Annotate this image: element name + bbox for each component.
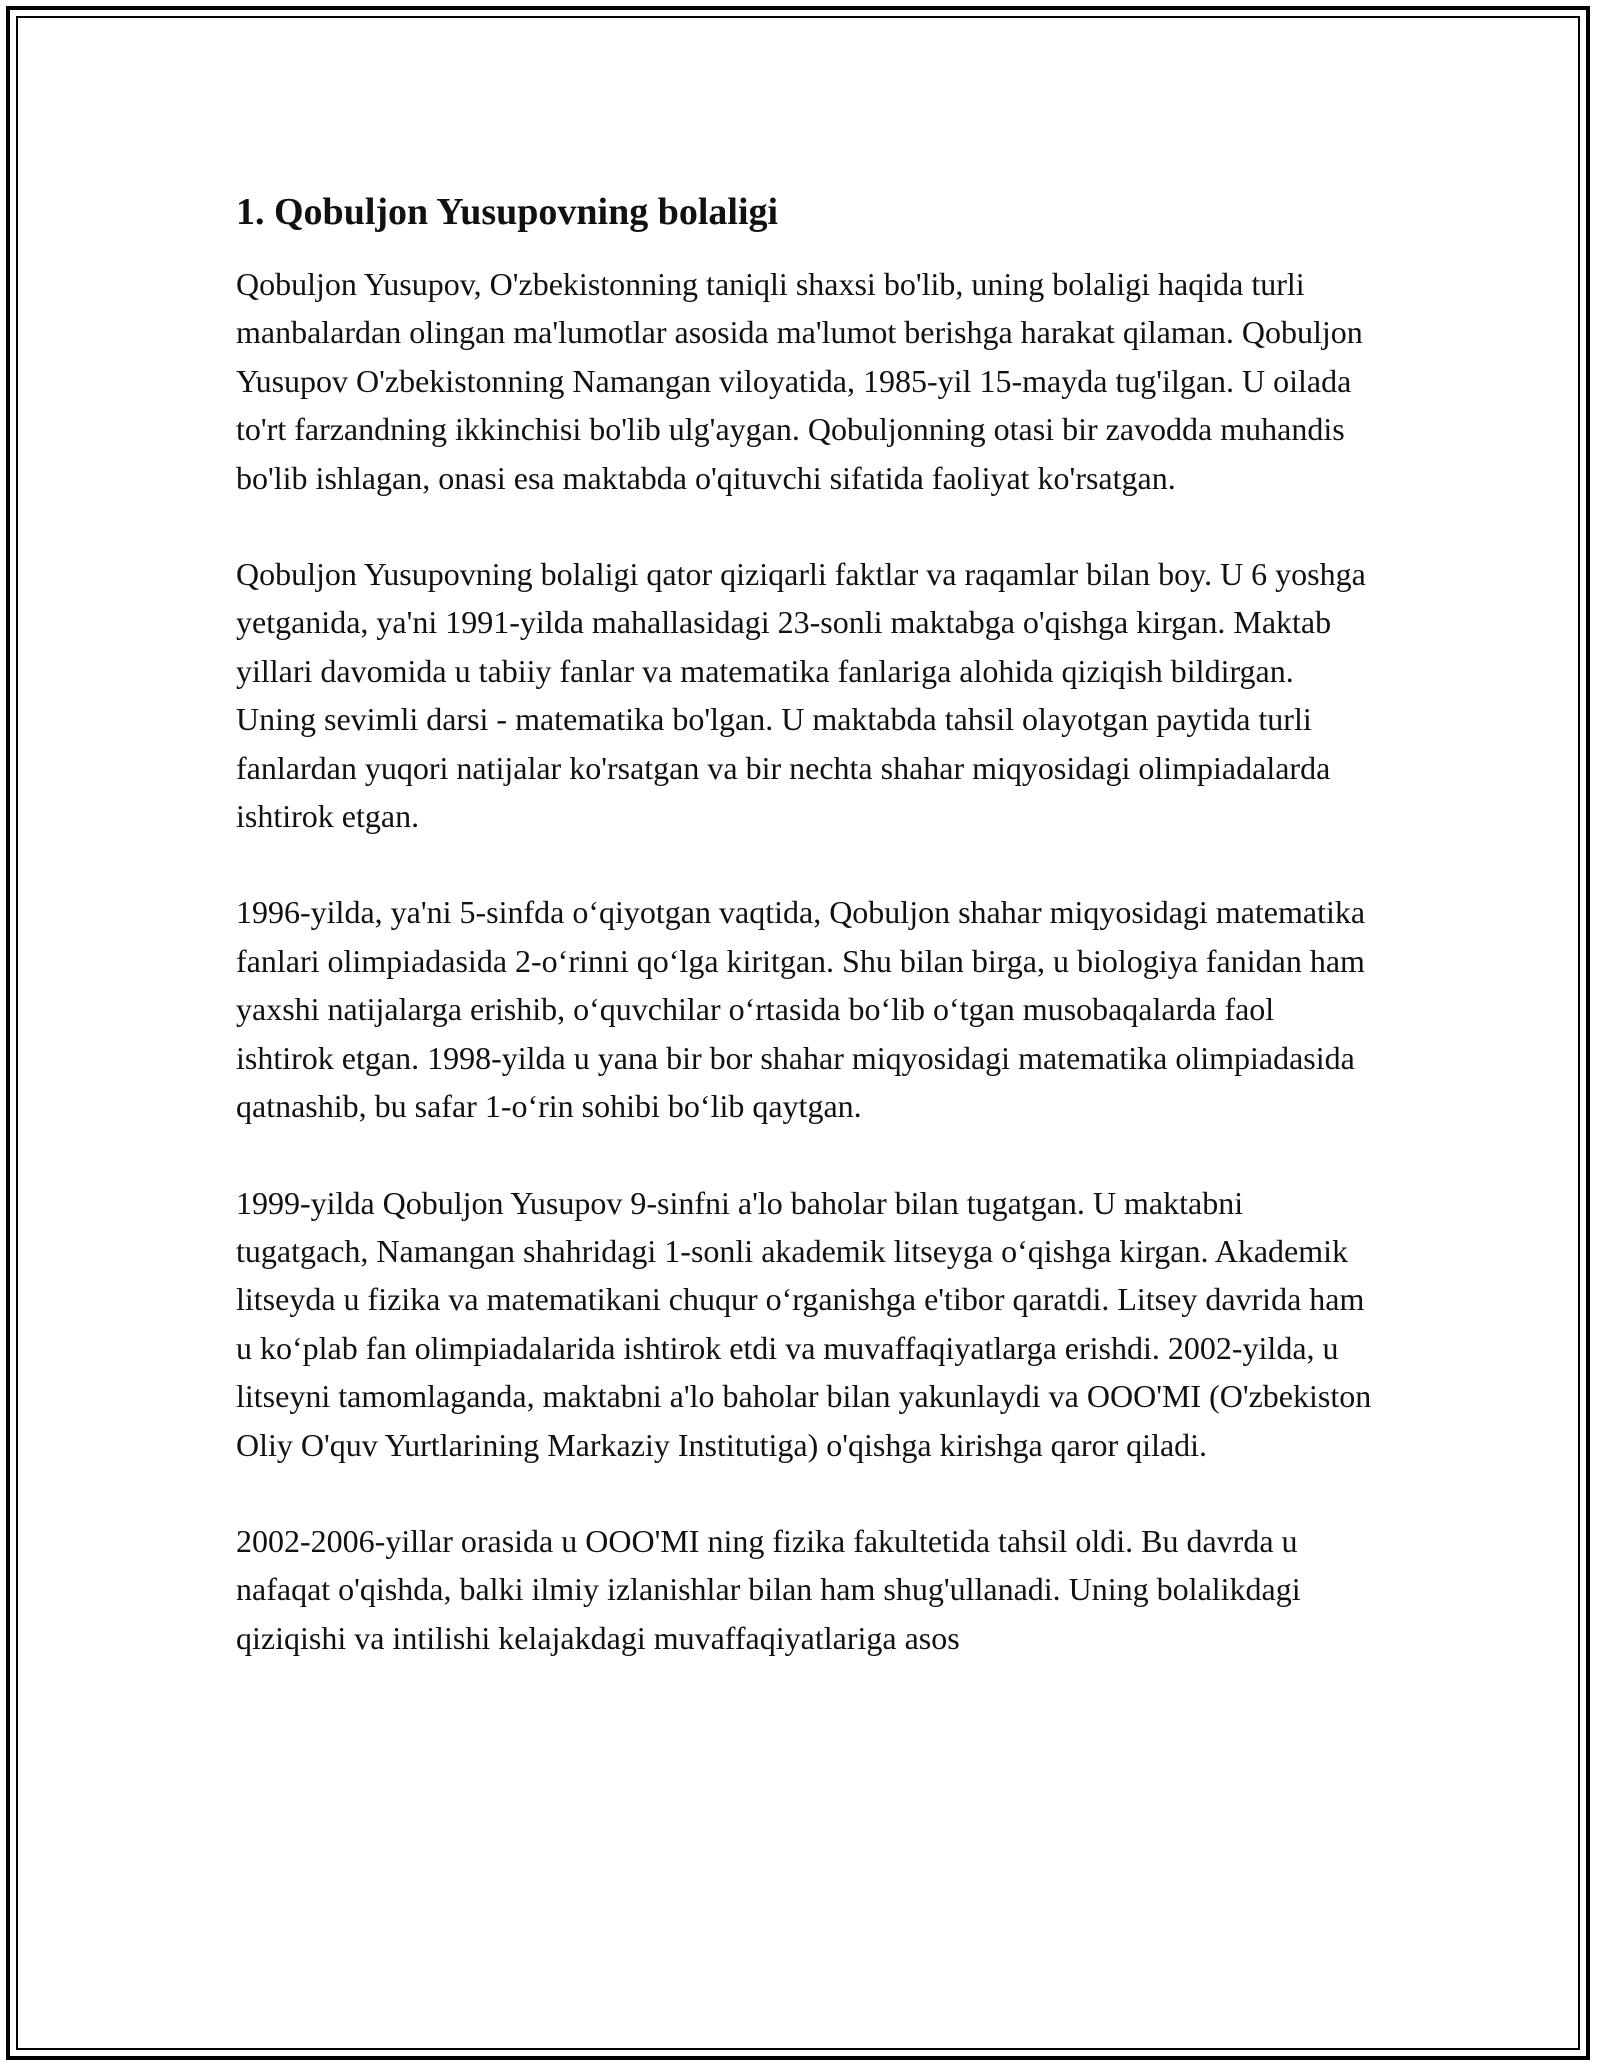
document-body [236,188,1376,1710]
section-heading: 1. Qobuljon Yusupovning bolaligi [236,191,779,233]
paragraph-4: 1999-yilda Qobuljon Yusupov 9-sinfni a'lo baholar bilan tugatgan. U maktabni tugatgach, Namangan shahridagi 1-sonli akademik litseyga o‘qishga kirgan. Akademik litseyda u fizika va matematikani chuqur o‘rganishga e'tibor qaratdi. Litsey davrida ham u ko‘plab fan olimpiadalarida ishtirok etdi va muvaffaqiyatlarga erishdi. 2002-yilda, u litseyni tamomlaganda, maktabni a'lo baholar bilan yakunlaydi va OOO'MI (O'zbekiston Oliy O'quv Yurtlarining Markaziy Institutiga) o'qishga kirishga qaror qiladi. [236,1184,1372,1463]
paragraph-3: 1996-yilda, ya'ni 5-sinfda o‘qiyotgan vaqtida, Qobuljon shahar miqyosidagi matematika fanlari olimpiadasida 2-o‘rinni qo‘lga kiritgan. Shu bilan birga, u biologiya fanidan ham yaxshi natijalarga erishib, o‘quvchilar o‘rtasida bo‘lib o‘tgan musobaqalarda faol ishtirok etgan. 1998-yilda u yana bir bor shahar miqyosidagi matematika olimpiadasida qatnashib, bu safar 1-o‘rin sohibi bo‘lib qaytgan. [236,894,1366,1125]
paragraph-5: 2002-2006-yillar orasida u OOO'MI ning fizika fakultetida tahsil oldi. Bu davrda u nafaqat o'qishda, balki ilmiy izlanishlar bilan ham shug'ullanadi. Uning bolalikdagi qiziqishi va intilishi kelajakdagi muvaffaqiyatlariga asos [236,1522,1301,1656]
paragraph-2: Qobuljon Yusupovning bolaligi qator qiziqarli faktlar va raqamlar bilan boy. U 6 yoshga yetganida, ya'ni 1991-yilda mahallasidagi 23-sonli maktabga o'qishga kirgan. Maktab yillari davomida u tabiiy fanlar va matematika fanlariga alohida qiziqish bildirgan. Uning sevimli darsi - matematika bo'lgan. U maktabda tahsil olayotgan paytida turli fanlardan yuqori natijalar ko'rsatgan va bir nechta shahar miqyosidagi olimpiadalarda ishtirok etgan. [236,556,1366,835]
paragraph-1: Qobuljon Yusupov, O'zbekistonning taniqli shaxsi bo'lib, uning bolaligi haqida turli manbalardan olingan ma'lumotlar asosida ma'lumot berishga harakat qilaman. Qobuljon Yusupov O'zbekistonning Namangan viloyatida, 1985-yil 15-mayda tug'ilgan. U oilada to'rt farzandning ikkinchisi bo'lib ulg'aygan. Qobuljonning otasi bir zavodda muhandis bo'lib ishlagan, onasi esa maktabda o'qituvchi sifatida faoliyat ko'rsatgan. [236,266,1363,496]
